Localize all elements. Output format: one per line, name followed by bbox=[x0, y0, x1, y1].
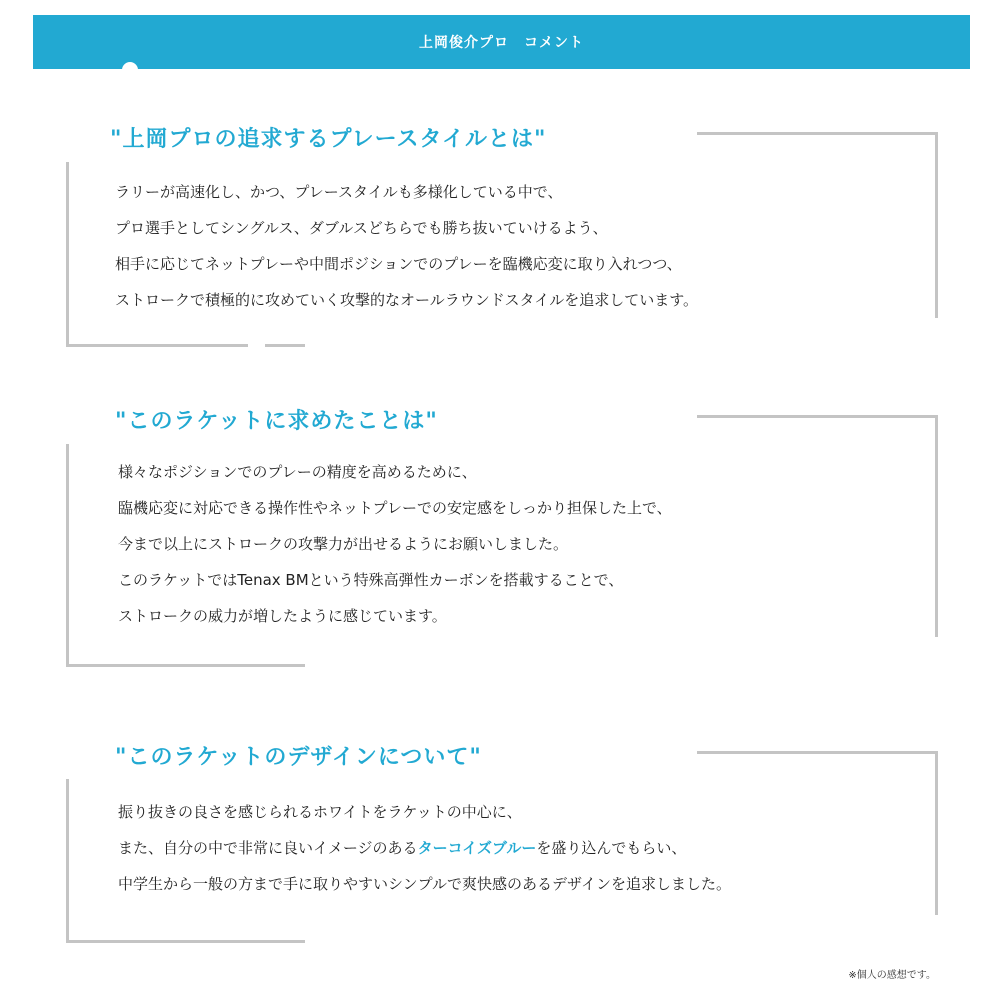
frame-top-line bbox=[697, 132, 938, 135]
page-title: 上岡俊介プロ コメント bbox=[419, 35, 584, 51]
section-body bbox=[118, 454, 672, 634]
body-line: ストロークの威力が増したように感じています。 bbox=[118, 607, 447, 625]
frame-right-line bbox=[935, 415, 938, 637]
body-line bbox=[118, 830, 731, 866]
body-line: 相手に応じてネットプレーや中間ポジションでのプレーを臨機応変に取り入れつつ、 bbox=[115, 255, 682, 273]
body-text-fragment: を盛り込んでもらい、 bbox=[536, 839, 687, 857]
body-line: このラケットではTenax BMという特殊高弾性カーボンを搭載することで、 bbox=[118, 571, 624, 589]
body-line: 今まで以上にストロークの攻撃力が出せるようにお願いしました。 bbox=[118, 535, 569, 553]
body-line: 振り抜きの良さを感じられるホワイトをラケットの中心に、 bbox=[118, 803, 522, 821]
frame-left-line bbox=[66, 779, 69, 943]
highlight-text: ターコイズブルー bbox=[417, 839, 537, 857]
frame-left-line bbox=[66, 162, 69, 347]
section-title: "このラケットのデザインについて" bbox=[115, 745, 482, 770]
body-line: ラリーが高速化し、かつ、プレースタイルも多様化している中で、 bbox=[115, 183, 563, 201]
frame-right-line bbox=[935, 132, 938, 318]
section-title: "このラケットに求めたことは" bbox=[115, 409, 438, 434]
body-line: ストロークで積極的に攻めていく攻撃的なオールラウンドスタイルを追求しています。 bbox=[115, 291, 699, 309]
header-bar bbox=[33, 15, 970, 69]
footnote: ※個人の感想です。 bbox=[848, 970, 936, 981]
header-notch-dot bbox=[122, 62, 138, 78]
body-line: プロ選手としてシングルス、ダブルスどちらでも勝ち抜いていけるよう、 bbox=[115, 219, 608, 237]
body-text-fragment: また、自分の中で非常に良いイメージのある bbox=[118, 839, 418, 857]
frame-right-line bbox=[935, 751, 938, 915]
frame-top-line bbox=[697, 751, 938, 754]
frame-bottom-line bbox=[66, 664, 305, 667]
section-body bbox=[115, 174, 698, 318]
section-body bbox=[118, 794, 731, 902]
body-line: 臨機応変に対応できる操作性やネットプレーでの安定感をしっかり担保した上で、 bbox=[118, 499, 672, 517]
frame-left-line bbox=[66, 444, 69, 667]
body-line: 中学生から一般の方まで手に取りやすいシンプルで爽快感のあるデザインを追求しました。 bbox=[118, 875, 731, 893]
frame-bottom-line bbox=[66, 940, 305, 943]
frame-bottom-line-segment bbox=[265, 344, 305, 347]
frame-top-line bbox=[697, 415, 938, 418]
body-line: 様々なポジションでのプレーの精度を高めるために、 bbox=[118, 463, 477, 481]
frame-bottom-line bbox=[66, 344, 248, 347]
section-title: "上岡プロの追求するプレースタイルとは" bbox=[110, 127, 547, 152]
